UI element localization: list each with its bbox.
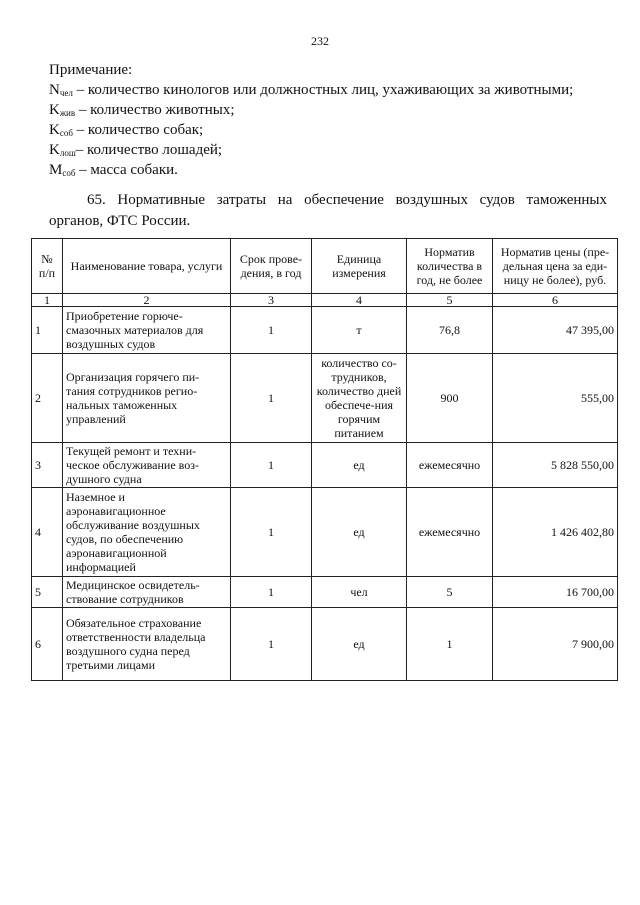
row-unit-cell: ед xyxy=(312,608,407,681)
note-item xyxy=(49,80,609,100)
header-cell-quantity: Норматив количества в год, не более xyxy=(407,239,493,294)
table-row xyxy=(32,443,618,488)
row-unit-cell: чел xyxy=(312,577,407,608)
row-quantity-cell: ежемесячно xyxy=(407,488,493,577)
row-period-cell: 1 xyxy=(231,354,312,443)
column-number-cell: 1 xyxy=(32,294,63,307)
note-subscript: лош xyxy=(59,148,76,158)
row-unit-cell: количество со-трудников, количество дней обеспече-ния горячим питанием xyxy=(312,354,407,443)
section-title: 65. Нормативные затраты на обеспечение воздушных судов таможенных органов, ФТС России. xyxy=(49,192,607,229)
row-name-cell: Медицинское освидетель-ствование сотрудников xyxy=(63,577,231,608)
row-number-cell: 1 xyxy=(32,307,63,354)
column-number-cell: 6 xyxy=(493,294,618,307)
row-quantity-cell: 1 xyxy=(407,608,493,681)
note-subscript: жив xyxy=(59,108,76,118)
table-row xyxy=(32,307,618,354)
column-number-cell: 3 xyxy=(231,294,312,307)
note-text: – количество кинологов или должностных лиц, ухаживающих за животными; xyxy=(72,82,574,98)
page-number: 232 xyxy=(311,34,329,48)
row-period-cell: 1 xyxy=(231,608,312,681)
table-row xyxy=(32,577,618,608)
column-number-cell: 4 xyxy=(312,294,407,307)
row-unit-cell: ед xyxy=(312,488,407,577)
row-price-cell: 1 426 402,80 xyxy=(493,488,618,577)
table-row xyxy=(32,354,618,443)
note-subscript: соб xyxy=(59,128,73,138)
row-unit-cell: ед xyxy=(312,443,407,488)
row-period-cell: 1 xyxy=(231,307,312,354)
header-cell-period: Срок прове-дения, в год xyxy=(231,239,312,294)
note-subscript: соб xyxy=(62,168,76,178)
row-number-cell: 5 xyxy=(32,577,63,608)
note-subscript: чел xyxy=(59,88,73,98)
row-quantity-cell: ежемесячно xyxy=(407,443,493,488)
row-unit-cell: т xyxy=(312,307,407,354)
row-period-cell: 1 xyxy=(231,488,312,577)
row-period-cell: 1 xyxy=(231,443,312,488)
row-number-cell: 3 xyxy=(32,443,63,488)
row-number-cell: 2 xyxy=(32,354,63,443)
header-cell-unit: Единица измерения xyxy=(312,239,407,294)
note-item xyxy=(49,120,609,140)
row-quantity-cell: 5 xyxy=(407,577,493,608)
row-name-cell: Текущей ремонт и техни-ческое обслуживание воз-душного судна xyxy=(63,443,231,488)
table-row xyxy=(32,488,618,577)
note-text: – масса собаки. xyxy=(75,162,178,178)
norms-table xyxy=(31,238,618,681)
note-item xyxy=(49,140,609,160)
note-symbol: K xyxy=(49,142,60,158)
row-number-cell: 6 xyxy=(32,608,63,681)
row-quantity-cell: 76,8 xyxy=(407,307,493,354)
note-item xyxy=(49,100,609,120)
note-symbol: K xyxy=(49,122,60,138)
row-quantity-cell: 900 xyxy=(407,354,493,443)
row-name-cell: Наземное и аэронавигационное обслуживание воздушных судов, по обеспечению аэронавигационной информацией xyxy=(63,488,231,577)
row-price-cell: 5 828 550,00 xyxy=(493,443,618,488)
header-cell-price: Норматив цены (пре-дельная цена за еди-ницу не более), руб. xyxy=(493,239,618,294)
note-symbol: M xyxy=(49,162,63,178)
table-row xyxy=(32,608,618,681)
row-name-cell: Обязательное страхование ответственности владельца воздушного судна перед третьими лицами xyxy=(63,608,231,681)
note-item xyxy=(49,160,609,180)
row-period-cell: 1 xyxy=(231,577,312,608)
row-price-cell: 47 395,00 xyxy=(493,307,618,354)
row-price-cell: 7 900,00 xyxy=(493,608,618,681)
note-text: – количество животных; xyxy=(75,102,235,118)
row-price-cell: 555,00 xyxy=(493,354,618,443)
note-symbol: K xyxy=(49,102,60,118)
note-text: – количество собак; xyxy=(72,122,204,138)
row-number-cell: 4 xyxy=(32,488,63,577)
column-number-cell: 5 xyxy=(407,294,493,307)
row-price-cell: 16 700,00 xyxy=(493,577,618,608)
notes-block xyxy=(49,60,609,180)
notes-heading: Примечание: xyxy=(49,62,133,78)
table-header-row xyxy=(32,239,618,294)
header-cell-num: № п/п xyxy=(32,239,63,294)
header-cell-name: Наименование товара, услуги xyxy=(63,239,231,294)
row-name-cell: Приобретение горюче-смазочных материалов для воздушных судов xyxy=(63,307,231,354)
note-text: – количество лошадей; xyxy=(75,142,223,158)
column-number-cell: 2 xyxy=(63,294,231,307)
column-numbers-row xyxy=(32,294,618,307)
note-symbol: N xyxy=(49,82,60,98)
row-name-cell: Организация горячего пи-тания сотрудников регио-нальных таможенных управлений xyxy=(63,354,231,443)
